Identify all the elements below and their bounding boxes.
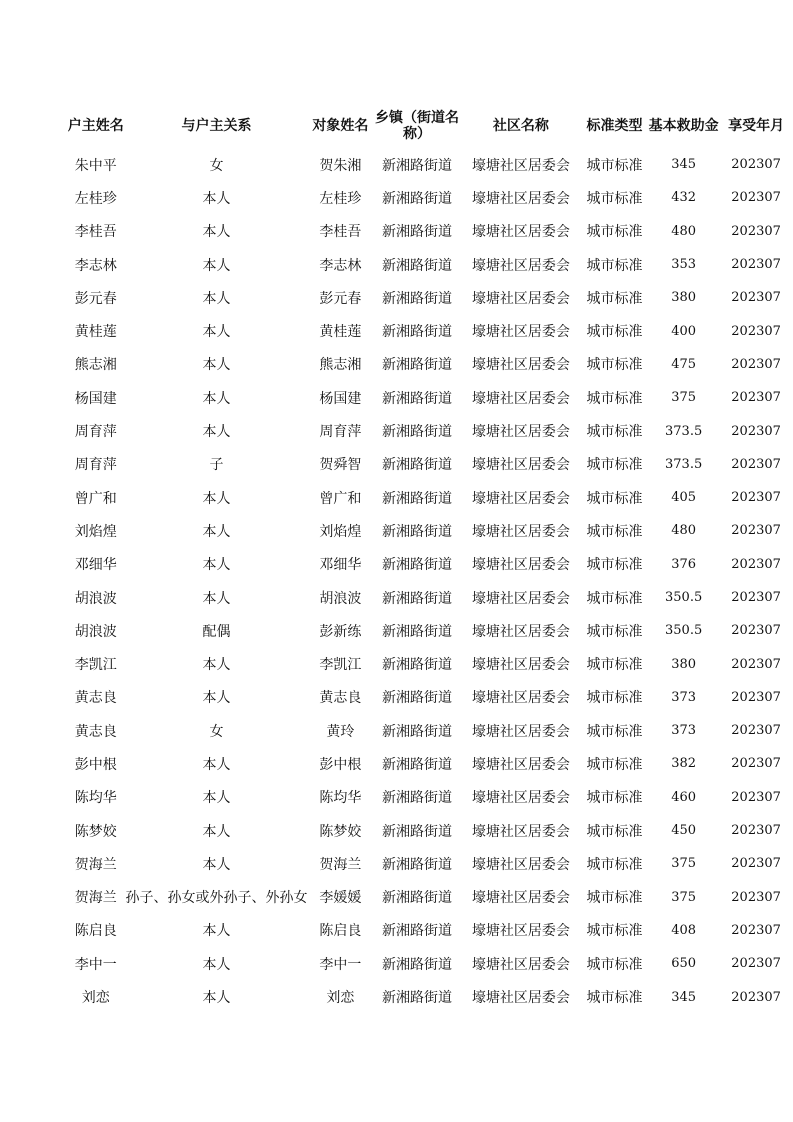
cell-township: 新湘路街道 <box>381 424 452 441</box>
cell-community: 壕塘社区居委会 <box>471 557 570 574</box>
cell-month: 202307 <box>731 423 781 439</box>
table-row <box>66 814 793 847</box>
cell-month: 202307 <box>731 257 781 273</box>
cell-relationship: 本人 <box>202 856 231 873</box>
cell-township: 新湘路街道 <box>381 257 452 274</box>
cell-basic-aid: 480 <box>671 223 697 239</box>
cell-householder-name: 黄志良 <box>74 723 117 740</box>
cell-recipient-name: 邓细华 <box>319 557 362 574</box>
cell-householder-name: 贺海兰 <box>74 890 117 907</box>
cell-basic-aid: 382 <box>671 756 697 772</box>
cell-township: 新湘路街道 <box>381 224 452 241</box>
cell-community: 壕塘社区居委会 <box>471 623 570 640</box>
cell-relationship: 本人 <box>202 390 231 407</box>
cell-month: 202307 <box>731 390 781 406</box>
cell-month: 202307 <box>731 356 781 372</box>
table-body <box>66 148 793 1014</box>
cell-month: 202307 <box>731 856 781 872</box>
cell-relationship: 本人 <box>202 923 231 940</box>
cell-standard-type: 城市标准 <box>586 457 643 474</box>
table-row <box>66 448 793 481</box>
cell-month: 202307 <box>731 989 781 1005</box>
cell-standard-type: 城市标准 <box>586 390 643 407</box>
cell-township: 新湘路街道 <box>381 157 452 174</box>
cell-month: 202307 <box>731 190 781 206</box>
cell-community: 壕塘社区居委会 <box>471 856 570 873</box>
cell-recipient-name: 刘焰煌 <box>319 523 362 540</box>
cell-recipient-name: 熊志湘 <box>319 357 362 374</box>
cell-relationship: 孙子、孙女或外孙子、外孙女 <box>125 890 308 907</box>
cell-relationship: 本人 <box>202 357 231 374</box>
table-row <box>66 481 793 514</box>
cell-householder-name: 彭元春 <box>74 290 117 307</box>
table-row <box>66 581 793 614</box>
cell-relationship: 本人 <box>202 657 231 674</box>
cell-month: 202307 <box>731 223 781 239</box>
table-row <box>66 747 793 780</box>
cell-recipient-name: 左桂珍 <box>319 190 362 207</box>
table-row <box>66 781 793 814</box>
cell-township: 新湘路街道 <box>381 990 452 1007</box>
cell-relationship: 本人 <box>202 490 231 507</box>
cell-recipient-name: 彭新练 <box>319 623 362 640</box>
cell-township: 新湘路街道 <box>381 390 452 407</box>
cell-basic-aid: 373.5 <box>665 456 703 472</box>
cell-township: 新湘路街道 <box>381 190 452 207</box>
cell-basic-aid: 475 <box>671 356 697 372</box>
cell-relationship: 本人 <box>202 990 231 1007</box>
cell-township: 新湘路街道 <box>381 523 452 540</box>
cell-recipient-name: 曾广和 <box>319 490 362 507</box>
cell-householder-name: 杨国建 <box>74 390 117 407</box>
header-row <box>66 104 793 148</box>
cell-relationship: 本人 <box>202 424 231 441</box>
cell-householder-name: 黄桂莲 <box>74 324 117 341</box>
cell-recipient-name: 杨国建 <box>319 390 362 407</box>
cell-householder-name: 贺海兰 <box>74 856 117 873</box>
header-standard-type: 标准类型 <box>586 117 643 134</box>
cell-community: 壕塘社区居委会 <box>471 390 570 407</box>
cell-community: 壕塘社区居委会 <box>471 690 570 707</box>
cell-community: 壕塘社区居委会 <box>471 157 570 174</box>
cell-community: 壕塘社区居委会 <box>471 490 570 507</box>
cell-community: 壕塘社区居委会 <box>471 290 570 307</box>
cell-standard-type: 城市标准 <box>586 490 643 507</box>
cell-month: 202307 <box>731 523 781 539</box>
cell-householder-name: 左桂珍 <box>74 190 117 207</box>
header-month: 享受年月 <box>728 117 785 134</box>
cell-relationship: 本人 <box>202 324 231 341</box>
cell-month: 202307 <box>731 556 781 572</box>
cell-recipient-name: 彭中根 <box>319 756 362 773</box>
cell-householder-name: 彭中根 <box>74 756 117 773</box>
cell-basic-aid: 375 <box>671 856 697 872</box>
cell-basic-aid: 350.5 <box>665 590 703 605</box>
table-row <box>66 647 793 680</box>
cell-householder-name: 黄志良 <box>74 690 117 707</box>
cell-basic-aid: 375 <box>671 390 697 406</box>
cell-relationship: 本人 <box>202 590 231 607</box>
cell-month: 202307 <box>731 490 781 506</box>
cell-community: 壕塘社区居委会 <box>471 257 570 274</box>
cell-recipient-name: 李桂吾 <box>319 224 362 241</box>
cell-month: 202307 <box>731 789 781 805</box>
cell-community: 壕塘社区居委会 <box>471 990 570 1007</box>
cell-township: 新湘路街道 <box>381 590 452 607</box>
cell-householder-name: 朱中平 <box>74 157 117 174</box>
cell-recipient-name: 黄玲 <box>326 723 355 740</box>
cell-community: 壕塘社区居委会 <box>471 790 570 807</box>
cell-standard-type: 城市标准 <box>586 557 643 574</box>
cell-standard-type: 城市标准 <box>586 756 643 773</box>
cell-basic-aid: 373 <box>671 723 697 739</box>
cell-basic-aid: 450 <box>671 823 697 839</box>
cell-householder-name: 胡浪波 <box>74 590 117 607</box>
assistance-table <box>66 104 793 1014</box>
cell-relationship: 本人 <box>202 290 231 307</box>
cell-standard-type: 城市标准 <box>586 823 643 840</box>
table-row <box>66 980 793 1013</box>
cell-standard-type: 城市标准 <box>586 424 643 441</box>
cell-community: 壕塘社区居委会 <box>471 657 570 674</box>
cell-recipient-name: 黄志良 <box>319 690 362 707</box>
cell-householder-name: 曾广和 <box>74 490 117 507</box>
cell-township: 新湘路街道 <box>381 790 452 807</box>
cell-recipient-name: 彭元春 <box>319 290 362 307</box>
cell-householder-name: 李志林 <box>74 257 117 274</box>
header-basic-aid: 基本救助金 <box>648 117 719 134</box>
cell-township: 新湘路街道 <box>381 690 452 707</box>
table-row <box>66 614 793 647</box>
cell-relationship: 女 <box>209 157 224 174</box>
cell-householder-name: 刘恋 <box>81 990 110 1007</box>
cell-township: 新湘路街道 <box>381 623 452 640</box>
cell-recipient-name: 陈均华 <box>319 790 362 807</box>
table-row <box>66 381 793 414</box>
table-row <box>66 281 793 314</box>
cell-basic-aid: 345 <box>671 157 697 173</box>
cell-month: 202307 <box>731 656 781 672</box>
cell-month: 202307 <box>731 823 781 839</box>
cell-householder-name: 胡浪波 <box>74 623 117 640</box>
cell-recipient-name: 贺舜智 <box>319 457 362 474</box>
cell-standard-type: 城市标准 <box>586 623 643 640</box>
cell-township: 新湘路街道 <box>381 290 452 307</box>
cell-basic-aid: 373 <box>671 689 697 705</box>
cell-standard-type: 城市标准 <box>586 157 643 174</box>
cell-recipient-name: 周育萍 <box>319 424 362 441</box>
cell-community: 壕塘社区居委会 <box>471 756 570 773</box>
header-recipient-name: 对象姓名 <box>312 117 369 134</box>
cell-month: 202307 <box>731 689 781 705</box>
cell-month: 202307 <box>731 323 781 339</box>
cell-recipient-name: 李志林 <box>319 257 362 274</box>
cell-relationship: 本人 <box>202 224 231 241</box>
header-householder-name: 户主姓名 <box>67 118 124 134</box>
cell-community: 壕塘社区居委会 <box>471 457 570 474</box>
cell-basic-aid: 350.5 <box>665 623 703 639</box>
cell-month: 202307 <box>731 756 781 772</box>
table-row <box>66 148 793 181</box>
table-row <box>66 548 793 581</box>
cell-month: 202307 <box>731 922 781 938</box>
cell-township: 新湘路街道 <box>381 723 452 740</box>
cell-relationship: 本人 <box>202 557 231 574</box>
cell-basic-aid: 376 <box>671 556 697 572</box>
cell-relationship: 本人 <box>202 956 231 973</box>
cell-basic-aid: 345 <box>671 989 697 1005</box>
assistance-table-sheet <box>66 104 793 1014</box>
cell-recipient-name: 黄桂莲 <box>319 324 362 341</box>
cell-community: 壕塘社区居委会 <box>471 590 570 607</box>
cell-community: 壕塘社区居委会 <box>471 823 570 840</box>
cell-standard-type: 城市标准 <box>586 657 643 674</box>
cell-community: 壕塘社区居委会 <box>471 424 570 441</box>
cell-standard-type: 城市标准 <box>586 690 643 707</box>
table-row <box>66 914 793 947</box>
cell-basic-aid: 353 <box>671 257 697 273</box>
cell-standard-type: 城市标准 <box>586 590 643 607</box>
cell-basic-aid: 480 <box>671 523 697 539</box>
table-row <box>66 348 793 381</box>
header-community: 社区名称 <box>492 117 549 134</box>
cell-relationship: 本人 <box>202 523 231 540</box>
cell-standard-type: 城市标准 <box>586 190 643 207</box>
cell-recipient-name: 陈启良 <box>319 923 362 940</box>
cell-standard-type: 城市标准 <box>586 956 643 973</box>
cell-recipient-name: 贺朱湘 <box>319 157 362 174</box>
cell-basic-aid: 650 <box>671 956 697 972</box>
cell-relationship: 本人 <box>202 257 231 274</box>
cell-township: 新湘路街道 <box>381 557 452 574</box>
cell-basic-aid: 373.5 <box>665 423 703 439</box>
cell-relationship: 本人 <box>202 790 231 807</box>
cell-standard-type: 城市标准 <box>586 523 643 540</box>
cell-basic-aid: 460 <box>671 789 697 805</box>
table-row <box>66 847 793 880</box>
cell-township: 新湘路街道 <box>381 923 452 940</box>
cell-township: 新湘路街道 <box>381 357 452 374</box>
cell-basic-aid: 432 <box>671 190 697 206</box>
cell-community: 壕塘社区居委会 <box>471 324 570 341</box>
cell-township: 新湘路街道 <box>381 324 452 341</box>
cell-relationship: 本人 <box>202 756 231 773</box>
cell-community: 壕塘社区居委会 <box>471 956 570 973</box>
cell-relationship: 本人 <box>202 823 231 840</box>
cell-community: 壕塘社区居委会 <box>471 357 570 374</box>
cell-basic-aid: 408 <box>671 922 697 938</box>
cell-township: 新湘路街道 <box>381 956 452 973</box>
cell-standard-type: 城市标准 <box>586 257 643 274</box>
cell-standard-type: 城市标准 <box>586 990 643 1007</box>
cell-township: 新湘路街道 <box>381 756 452 773</box>
table-row <box>66 714 793 747</box>
cell-recipient-name: 贺海兰 <box>319 856 362 873</box>
cell-recipient-name: 刘恋 <box>326 990 355 1007</box>
table-row <box>66 314 793 347</box>
cell-basic-aid: 375 <box>671 889 697 905</box>
cell-township: 新湘路街道 <box>381 457 452 474</box>
cell-recipient-name: 李中一 <box>319 956 362 973</box>
cell-householder-name: 邓细华 <box>74 557 117 574</box>
cell-month: 202307 <box>731 723 781 739</box>
cell-standard-type: 城市标准 <box>586 357 643 374</box>
cell-relationship: 配偶 <box>202 623 231 640</box>
cell-standard-type: 城市标准 <box>586 290 643 307</box>
cell-householder-name: 陈梦姣 <box>74 823 117 840</box>
cell-month: 202307 <box>731 456 781 472</box>
cell-standard-type: 城市标准 <box>586 324 643 341</box>
cell-basic-aid: 380 <box>671 656 697 672</box>
cell-month: 202307 <box>731 157 781 173</box>
cell-township: 新湘路街道 <box>381 823 452 840</box>
cell-basic-aid: 380 <box>671 290 697 306</box>
cell-householder-name: 周育萍 <box>74 424 117 441</box>
table-row <box>66 514 793 547</box>
cell-basic-aid: 400 <box>671 323 697 339</box>
cell-month: 202307 <box>731 956 781 972</box>
cell-recipient-name: 陈梦姣 <box>319 823 362 840</box>
table-row <box>66 947 793 980</box>
cell-relationship: 本人 <box>202 190 231 207</box>
cell-householder-name: 李桂吾 <box>74 224 117 241</box>
cell-township: 新湘路街道 <box>381 657 452 674</box>
cell-householder-name: 熊志湘 <box>74 357 117 374</box>
cell-township: 新湘路街道 <box>381 856 452 873</box>
cell-householder-name: 陈启良 <box>74 923 117 940</box>
cell-householder-name: 刘焰煌 <box>74 523 117 540</box>
cell-community: 壕塘社区居委会 <box>471 523 570 540</box>
cell-standard-type: 城市标准 <box>586 890 643 907</box>
cell-relationship: 子 <box>209 457 224 474</box>
table-row <box>66 881 793 914</box>
table-row <box>66 681 793 714</box>
table-row <box>66 215 793 248</box>
cell-community: 壕塘社区居委会 <box>471 723 570 740</box>
header-township: 乡镇（街道名称） <box>374 110 459 142</box>
cell-community: 壕塘社区居委会 <box>471 224 570 241</box>
cell-township: 新湘路街道 <box>381 490 452 507</box>
cell-standard-type: 城市标准 <box>586 856 643 873</box>
cell-standard-type: 城市标准 <box>586 923 643 940</box>
cell-householder-name: 周育萍 <box>74 457 117 474</box>
cell-month: 202307 <box>731 623 781 639</box>
cell-standard-type: 城市标准 <box>586 723 643 740</box>
table-row <box>66 248 793 281</box>
cell-basic-aid: 405 <box>671 490 697 506</box>
cell-householder-name: 陈均华 <box>74 790 117 807</box>
cell-relationship: 本人 <box>202 690 231 707</box>
cell-householder-name: 李中一 <box>74 956 117 973</box>
cell-month: 202307 <box>731 889 781 905</box>
table-row <box>66 181 793 214</box>
cell-community: 壕塘社区居委会 <box>471 890 570 907</box>
cell-standard-type: 城市标准 <box>586 790 643 807</box>
cell-month: 202307 <box>731 290 781 306</box>
cell-recipient-name: 李媛媛 <box>319 890 362 907</box>
header-relationship: 与户主关系 <box>181 118 252 134</box>
cell-recipient-name: 李凯江 <box>319 657 362 674</box>
cell-householder-name: 李凯江 <box>74 657 117 674</box>
cell-community: 壕塘社区居委会 <box>471 190 570 207</box>
cell-standard-type: 城市标准 <box>586 224 643 241</box>
cell-township: 新湘路街道 <box>381 890 452 907</box>
cell-relationship: 女 <box>209 723 224 740</box>
cell-community: 壕塘社区居委会 <box>471 923 570 940</box>
cell-recipient-name: 胡浪波 <box>319 590 362 607</box>
cell-month: 202307 <box>731 590 781 605</box>
table-row <box>66 414 793 447</box>
